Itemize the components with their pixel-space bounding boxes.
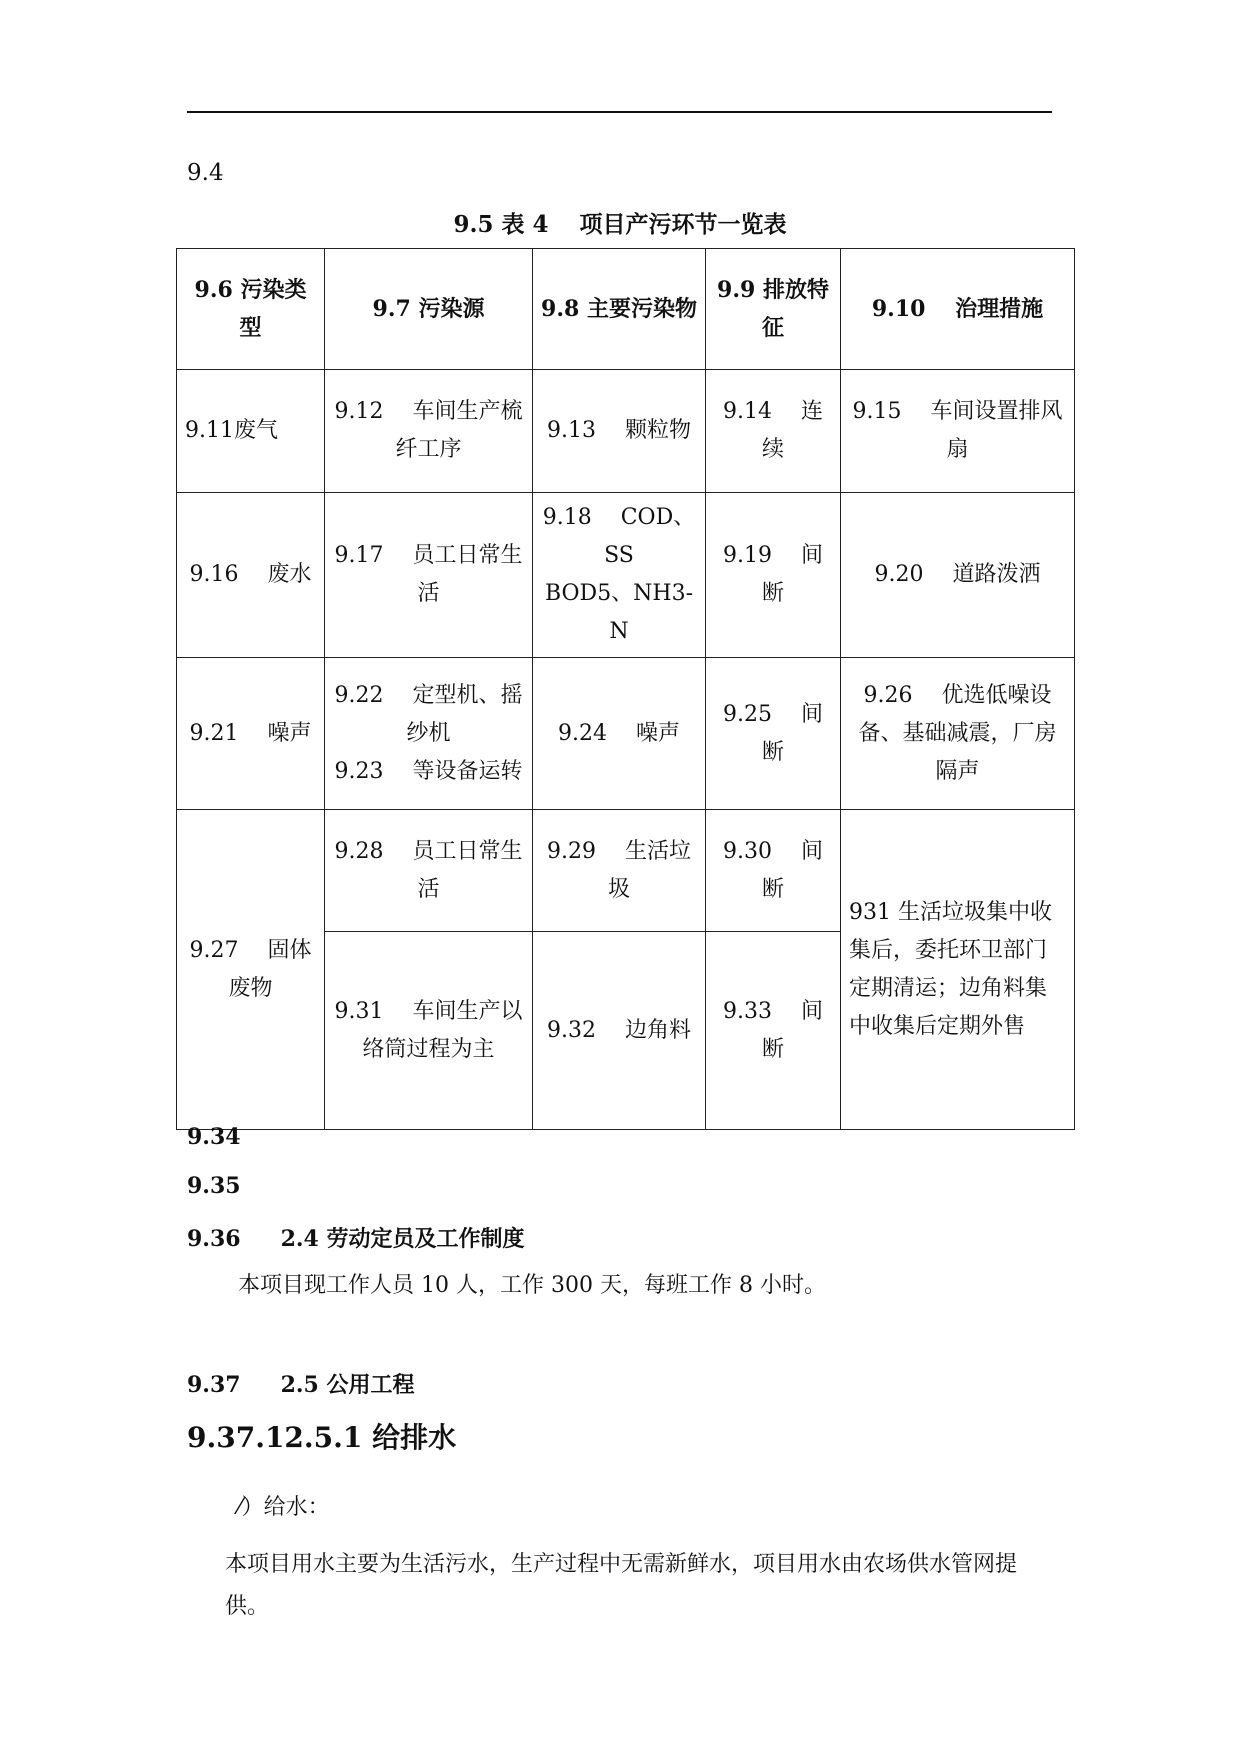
- cell-pollutant: 9.13 颗粒物: [533, 370, 706, 493]
- cell-pollutant-line-2: BOD5、NH3-N: [544, 581, 694, 644]
- cell-source: 9.31 车间生产以络筒过程为主: [325, 932, 533, 1130]
- table-row: [177, 658, 1075, 810]
- heading-water-supply-drainage: 9.37.12.5.1 给排水: [187, 1421, 457, 1454]
- cell-measure: 9.26 优选低噪设备、基础减震，厂房隔声: [841, 658, 1075, 810]
- cell-pollutant: 9.29 生活垃圾: [533, 810, 706, 932]
- cell-emission: 9.19 间断: [706, 493, 841, 658]
- heading-title: 2.4 劳动定员及工作制度: [280, 1226, 525, 1252]
- heading-number: 9.37: [187, 1372, 241, 1398]
- cell-type: 9.27 固体废物: [177, 810, 325, 1130]
- cell-type: 9.11废气: [177, 370, 325, 493]
- heading-title: 2.5 公用工程: [280, 1372, 415, 1398]
- section-heading-9-4: 9.4: [187, 160, 224, 186]
- cell-pollutant: 9.32 边角料: [533, 932, 706, 1130]
- heading-9-36: [187, 1222, 525, 1253]
- header-source: 9.7 污染源: [325, 249, 533, 370]
- cell-source: 9.12 车间生产梳纤工序: [325, 370, 533, 493]
- cell-source: 9.17 员工日常生活: [325, 493, 533, 658]
- cell-emission: 9.30 间断: [706, 810, 841, 932]
- cell-pollutant: 9.24 噪声: [533, 658, 706, 810]
- cell-measure: 9.15 车间设置排风扇: [841, 370, 1075, 493]
- header-emission: 9.9 排放特征: [706, 249, 841, 370]
- heading-9-37: [187, 1368, 415, 1399]
- cell-type: 9.21 噪声: [177, 658, 325, 810]
- table-row: [177, 810, 1075, 932]
- header-rule: [187, 111, 1052, 113]
- cell-emission: 9.14 连续: [706, 370, 841, 493]
- pollution-table: [176, 248, 1075, 1130]
- heading-9-35: 9.35: [187, 1173, 241, 1199]
- subheading-water-supply: ⁄）给水：: [238, 1495, 330, 1520]
- cell-pollutant-line-1: 9.18 COD、SS: [542, 505, 696, 568]
- heading-number: 9.36: [187, 1226, 241, 1252]
- table-row: [177, 370, 1075, 493]
- cell-source-line-2: 9.23 等设备运转: [334, 758, 523, 784]
- cell-emission: 9.33 间断: [706, 932, 841, 1130]
- cell-source: [325, 658, 533, 810]
- header-pollutant: 9.8 主要污染物: [533, 249, 706, 370]
- heading-9-34: 9.34: [187, 1124, 241, 1150]
- cell-source-line-1: 9.22 定型机、摇纱机: [334, 682, 523, 746]
- header-type: 9.6 污染类型: [177, 249, 325, 370]
- cell-emission: 9.25 间断: [706, 658, 841, 810]
- table-row: [177, 493, 1075, 658]
- table-header-row: [177, 249, 1075, 370]
- cell-measure: 931 生活垃圾集中收集后，委托环卫部门定期清运；边角料集中收集后定期外售: [841, 810, 1075, 1130]
- cell-pollutant: [533, 493, 706, 658]
- table-caption: 9.5 表 4 项目产污环节一览表: [453, 211, 787, 238]
- cell-type: 9.16 废水: [177, 493, 325, 658]
- cell-source: 9.28 员工日常生活: [325, 810, 533, 932]
- paragraph-staffing: 本项目现工作人员 10 人，工作 300 天，每班工作 8 小时。: [238, 1273, 826, 1298]
- cell-measure: 9.20 道路泼洒: [841, 493, 1075, 658]
- paragraph-water-use: 本项目用水主要为生活污水，生产过程中无需新鲜水，项目用水由农场供水管网提供。: [225, 1552, 1018, 1619]
- header-measure: 9.10 治理措施: [841, 249, 1075, 370]
